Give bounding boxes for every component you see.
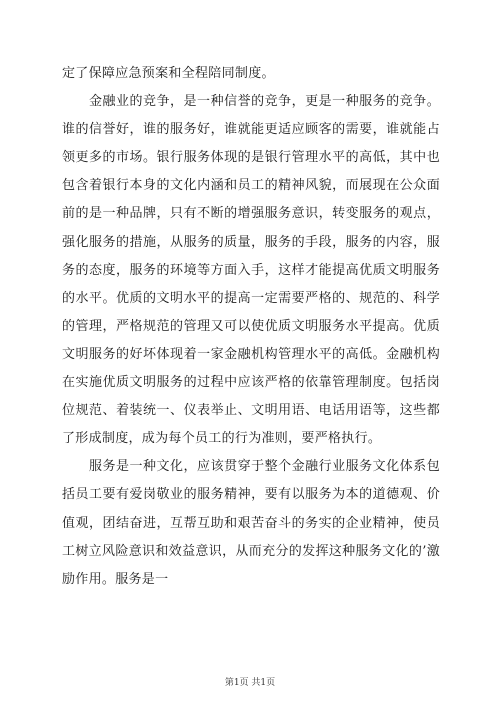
document-body — [62, 60, 440, 594]
page-footer: 第1页 共1页 — [224, 678, 276, 688]
paragraph-2: 金融业的竞争，是一种信誉的竞争，更是一种服务的竞争。谁的信誉好，谁的服务好，谁就能更适应顾客的需要，谁就能占领更多的市场。银行服务体现的是银行管理水平的高低，其中也包含着银行本身的文化内涵和员工的精神风貌，而展现在公众面前的是一种品牌，只有不断的增强服务意识，转变服务的观点，强化服务的措施，从服务的质量，服务的手段，服务的内容，服务的态度，服务的环境等方面入手，这样才能提高优质文明服务的水平。优质的文明水平的提高一定需要严格的、规范的、科学的管理，严格规范的管理又可以使优质文明服务水平提高。优质文明服务的好坏体现着一家金融机构管理水平的高低。金融机构在实施优质文明服务的过程中应该严格的依靠管理制度。包括岗位规范、着装统一、仪表举止、文明用语、电话用语等，这些都了形成制度，成为每个员工的行为准则，要严格执行。 — [62, 94, 440, 447]
paragraph-1: 定了保障应急预案和全程陪同制度。 — [62, 66, 275, 81]
paragraph-3: 服务是一种文化，应该贯穿于整个金融行业服务文化体系包括员工要有爱岗敬业的服务精神，要有以服务为本的道德观、价值观，团结奋进，互帮互助和艰苦奋斗的务实的企业精神，使员工树立风险意识和效益意识，从而充分的发挥这种服务文化的’激励作用。服务是一 — [62, 459, 440, 587]
